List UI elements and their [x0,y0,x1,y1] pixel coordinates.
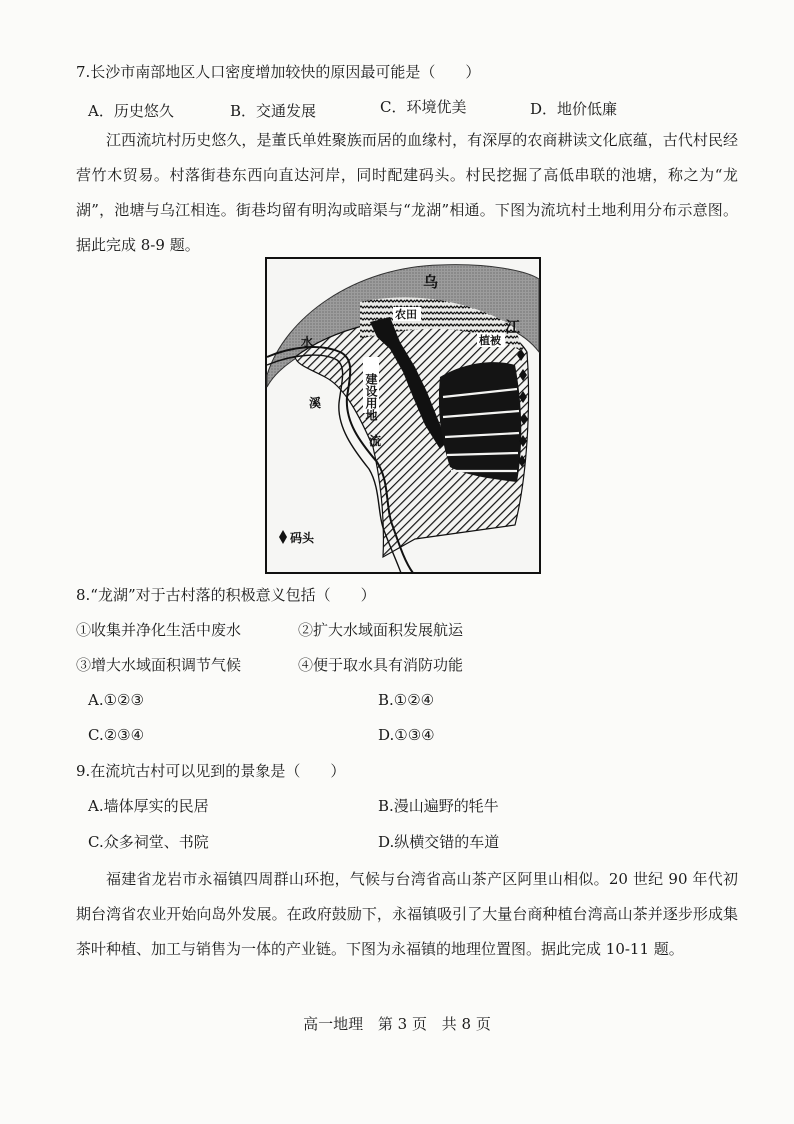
q9-option-a: A.墙体厚实的民居 [88,797,209,815]
built-up-label: 建设用地 [364,373,378,421]
q7-stem: 7.长沙市南部地区人口密度增加较快的原因最可能是（ ） [76,63,481,81]
q8-option-d: D.①③④ [378,726,435,744]
q8-option-a: A.①②③ [88,691,144,709]
footer-subject: 高一地理 [303,1015,364,1033]
pier-legend-label: 码头 [290,531,315,545]
q9-option-c: C.众多祠堂、书院 [88,833,209,851]
q7-option-c: C．环境优美 [380,98,467,116]
q9-option-d: D.纵横交错的车道 [378,833,500,851]
q8-statement-1: ①收集并净化生活中废水 [76,621,242,639]
q8-statement-3: ③增大水域面积调节气候 [76,656,242,674]
q7-option-b: B．交通发展 [230,102,317,120]
q8-statement-4: ④便于取水具有消防功能 [298,656,464,674]
stream-char-shui: 水 [301,335,314,349]
q9-stem: 9.在流坑古村可以见到的景象是（ ） [76,762,346,780]
passage-liukeng: 江西流坑村历史悠久，是董氏单姓聚族而居的血缘村，有深厚的农商耕读文化底蕴，古代村民经营竹木贸易。村落街巷东西向直达河岸，同时配建码头。村民挖掘了高低串联的池塘，称之为“龙湖”，池塘与乌江相连。街巷均留有明沟或暗渠与“龙湖”相通。下图为流坑村土地利用分布示意图。据此完成 8-9 题。 [76,131,738,254]
footer-page: 第 3 页 [377,1015,427,1033]
q8-option-b: B.①②④ [378,691,435,709]
q7-option-a: A．历史悠久 [88,102,174,120]
river-char-jiang: 江 [505,318,521,336]
page-footer [0,1013,794,1034]
passage-yongfu: 福建省龙岩市永福镇四周群山环抱，气候与台湾省高山茶产区阿里山相似。20 世纪 90 年代初期台湾省农业开始向岛外发展。在政府鼓励下，永福镇吸引了大量台商种植台湾高山茶并逐步形成集茶叶种植、加工与销售为一体的产业链。下图为永福镇的地理位置图。据此完成 10-11 题。 [76,870,738,958]
footer-total: 共 8 页 [441,1015,491,1033]
east-farmland [439,362,521,482]
q8-option-c: C.②③④ [88,726,145,744]
farmland-label: 农田 [395,308,417,321]
river-char-wu: 乌 [423,273,439,291]
q8-stem: 8.“龙湖”对于古村落的积极意义包括（ ） [76,586,376,604]
q7-option-d: D．地价低廉 [530,100,618,118]
q8-statement-2: ②扩大水域面积发展航运 [298,621,464,639]
stream-char-liu: 流 [369,434,382,448]
stream-char-xi: 溪 [309,396,322,410]
vegetation-label: 植被 [479,334,501,347]
q9-option-b: B.漫山遍野的牦牛 [378,797,499,815]
liukeng-land-use-map [265,257,541,574]
